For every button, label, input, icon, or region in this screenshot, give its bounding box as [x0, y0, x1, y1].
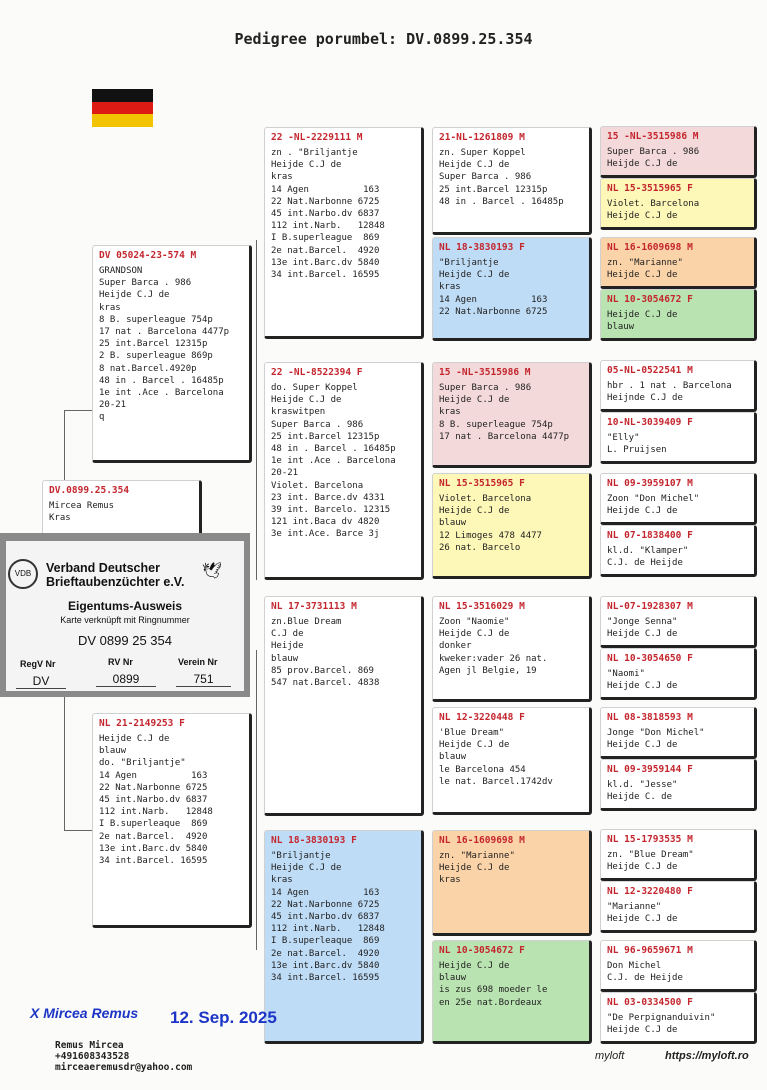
pigeon-details: Jonge "Don Michel" Heijde C.J de: [607, 728, 705, 751]
pigeon-icon: 🕊: [202, 563, 223, 580]
pigeon-card-g4-12[interactable]: [600, 759, 757, 811]
pigeon-card-mf[interactable]: [264, 596, 424, 816]
pigeon-card-g3-5[interactable]: [432, 596, 592, 702]
pigeon-card-g4-14[interactable]: [600, 881, 757, 933]
pigeon-details: Mircea Remus Kras: [49, 501, 115, 524]
regv-label: RegV Nr: [20, 659, 56, 669]
pigeon-details: Zoon "Naomie" Heijde C.J de donker kweker:vader 26 nat. Agen jl Belgie, 19: [439, 617, 548, 676]
ring-number: NL 15-3516029 M: [439, 601, 525, 612]
card-subtitle: Karte verknüpft mit Ringnummer: [60, 615, 190, 625]
german-flag-icon: [92, 89, 153, 127]
pigeon-card-g4-15[interactable]: [600, 940, 757, 992]
ring-number: NL 09-3959144 F: [607, 764, 693, 775]
pigeon-card-g4-8[interactable]: [600, 525, 757, 577]
rv-value: 0899: [96, 672, 156, 687]
ring-number: NL 21-2149253 F: [99, 718, 185, 729]
pigeon-details: Violet. Barcelona Heijde C.J de: [607, 199, 700, 222]
ownership-card-inner: [6, 541, 244, 691]
connector-line: [256, 240, 257, 580]
pigeon-details: Violet. Barcelona Heijde C.J de blauw 12 Limoges 478 4477 26 nat. Barcelo: [439, 494, 542, 553]
pigeon-details: "Briljantje Heijde C.J de kras 14 Agen 163 22 Nat.Narbonne 6725 45 int.Narbo.dv 6837 112 int.Narb. 12848 I B.superleaque 869 2e nat.Barcel. 4920 13e int.Barc.dv 5840 34 int.Barcel. 16595: [271, 851, 385, 984]
pigeon-details: zn. "Marianne" Heijde C.J de kras: [439, 851, 515, 886]
ring-number: 15 -NL-3515986 M: [607, 131, 699, 142]
pigeon-card-g3-8[interactable]: [432, 940, 592, 1044]
ring-number: 22 -NL-8522394 F: [271, 367, 363, 378]
ring-number: 05-NL-0522541 M: [607, 365, 693, 376]
pigeon-details: "Jonge Senna" Heijde C.J de: [607, 617, 678, 640]
pigeon-card-g3-6[interactable]: [432, 707, 592, 815]
pigeon-details: zn.Blue Dream C.J de Heijde blauw 85 prov.Barcel. 869 547 nat.Barcel. 4838: [271, 617, 380, 689]
ring-number: NL 10-3054672 F: [607, 294, 693, 305]
ring-number: 10-NL-3039409 F: [607, 417, 693, 428]
pigeon-card-g4-16[interactable]: [600, 992, 757, 1044]
pigeon-details: 'Blue Dream" Heijde C.J de blauw le Barcelona 454 le nat. Barcel.1742dv: [439, 728, 553, 787]
pigeon-details: zn. "Blue Dream" Heijde C.J de: [607, 850, 694, 873]
pigeon-card-g4-3[interactable]: [600, 237, 757, 289]
rv-label: RV Nr: [108, 657, 133, 667]
pigeon-card-g4-1[interactable]: [600, 126, 757, 178]
pigeon-details: zn . "Briljantje Heijde C.J de kras 14 Agen 163 22 Nat.Narbonne 6725 45 int.Narbo.dv 6837 112 int.Narb. 12848 I B.superleague 869 2e nat.Barcel. 4920 13e int.Barc.dv 5840 34 int.Barcel. 16595: [271, 148, 385, 281]
pigeon-card-main[interactable]: [42, 480, 202, 540]
ring-number: NL-07-1928307 M: [607, 601, 693, 612]
ring-number: NL 96-9659671 M: [607, 945, 693, 956]
ring-number: NL 18-3830193 F: [271, 835, 357, 846]
ring-number: NL 10-3054672 F: [439, 945, 525, 956]
pigeon-card-g4-5[interactable]: [600, 360, 757, 412]
pigeon-card-g3-7[interactable]: [432, 830, 592, 936]
ring-number: 22 -NL-2229111 M: [271, 132, 363, 143]
contact-phone: +491608343528: [55, 1051, 130, 1062]
pigeon-details: Super Barca . 986 Heijde C.J de kras 8 B. superleague 754p 17 nat . Barcelona 4477p: [439, 383, 570, 442]
pigeon-card-g4-13[interactable]: [600, 829, 757, 881]
ring-number: NL 15-1793535 M: [607, 834, 693, 845]
ring-number: NL 09-3959107 M: [607, 478, 693, 489]
ring-number: NL 07-1838400 F: [607, 530, 693, 541]
signature-name: X Mircea Remus: [30, 1005, 139, 1021]
pigeon-details: Heijde C.J de blauw do. "Briljantje" 14 Agen 163 22 Nat.Narbonne 6725 45 int.Narbo.dv 6837 112 int.Narb. 12848 I B.superleaque 869 2e nat.Barcel. 4920 13e int.Barc.dv 5840 34 int.Barcel. 16595: [99, 734, 213, 867]
signature-date: 12. Sep. 2025: [170, 1008, 277, 1027]
ring-number: NL 16-1609698 M: [439, 835, 525, 846]
pigeon-details: "Briljantje Heijde C.J de kras 14 Agen 163 22 Nat.Narbonne 6725: [439, 258, 548, 317]
ring-number: NL 10-3054650 F: [607, 653, 693, 664]
verein-value: 751: [176, 672, 231, 687]
pigeon-card-g3-1[interactable]: [432, 127, 592, 235]
verein-label: Verein Nr: [178, 657, 218, 667]
pigeon-card-ff[interactable]: [264, 127, 424, 339]
flag-stripe-red: [92, 102, 153, 115]
ring-number: DV 05024-23-574 M: [99, 250, 197, 261]
pigeon-card-g4-6[interactable]: [600, 412, 757, 464]
flag-stripe-gold: [92, 114, 153, 127]
pigeon-details: zn. Super Koppel Heijde C.J de Super Barca . 986 25 int.Barcel 12315p 48 in . Barcel . 16485p: [439, 148, 564, 207]
ring-number: NL 18-3830193 F: [439, 242, 525, 253]
pigeon-card-g3-2[interactable]: [432, 237, 592, 341]
pigeon-card-g4-11[interactable]: [600, 707, 757, 759]
pigeon-details: kl.d. "Jesse" Heijde C. de: [607, 780, 678, 803]
pigeon-details: "Naomi" Heijde C.J de: [607, 669, 678, 692]
myloft-brand: myloft: [595, 1050, 625, 1062]
ring-number: NL 08-3818593 M: [607, 712, 693, 723]
pigeon-card-father[interactable]: [92, 245, 252, 463]
ring-number: NL 16-1609698 M: [607, 242, 693, 253]
pigeon-card-g4-7[interactable]: [600, 473, 757, 525]
pigeon-details: Zoon "Don Michel" Heijde C.J de: [607, 494, 700, 517]
ring-number: NL 15-3515965 F: [607, 183, 693, 194]
card-ring-number: DV 0899 25 354: [78, 633, 172, 648]
pigeon-details: GRANDSON Super Barca . 986 Heijde C.J de kras 8 B. superleague 754p 17 nat . Barcelona 4477p 25 int.Barcel 12315p 2 B. superleague 869p 8 nat.Barcel.4920p 48 in . Barcel . 16485p 1e int .Ace . Barcelona 20-21 q: [99, 266, 230, 423]
flag-stripe-black: [92, 89, 153, 102]
pigeon-details: Heijde C.J de blauw is zus 698 moeder le en 25e nat.Bordeaux: [439, 961, 548, 1008]
connector-line: [64, 410, 92, 411]
organization-name: Verband Deutscher Brieftaubenzüchter e.V.: [46, 561, 185, 589]
pigeon-card-g4-4[interactable]: [600, 289, 757, 341]
pigeon-details: "De Perpignanduivin" Heijde C.J de: [607, 1013, 716, 1036]
pigeon-card-fm[interactable]: [264, 362, 424, 580]
pigeon-details: Don Michel C.J. de Heijde: [607, 961, 683, 984]
ring-number: NL 17-3731113 M: [271, 601, 357, 612]
pigeon-details: Super Barca . 986 Heijde C.J de: [607, 147, 700, 170]
pigeon-details: zn. "Marianne" Heijde C.J de: [607, 258, 683, 281]
card-title: Eigentums-Ausweis: [67, 599, 183, 613]
pigeon-details: hbr . 1 nat . Barcelona Heijnde C.J de: [607, 381, 732, 404]
contact-name: Remus Mircea: [55, 1040, 124, 1051]
pigeon-card-g3-4[interactable]: [432, 473, 592, 579]
pigeon-card-mm[interactable]: [264, 830, 424, 1044]
ring-number: NL 12-3220480 F: [607, 886, 693, 897]
pigeon-details: do. Super Koppel Heijde C.J de kraswitpen Super Barca . 986 25 int.Barcel 12315p 48 in . Barcel . 16485p 1e int .Ace . Barcelona 20-21 Violet. Barcelona 23 int. Barce.dv 4331 39 int. Barcelo. 12315 121 int.Baca dv 4820 3e int.Ace. Barce 3j: [271, 383, 396, 540]
pigeon-details: "Elly" L. Pruijsen: [607, 433, 667, 456]
contact-info: [55, 1040, 192, 1073]
pigeon-card-g4-10[interactable]: [600, 648, 757, 700]
ring-number: NL 12-3220448 F: [439, 712, 525, 723]
pigeon-card-g4-2[interactable]: [600, 178, 757, 230]
pigeon-card-g3-3[interactable]: [432, 362, 592, 468]
pigeon-details: kl.d. "Klamper" C.J. de Heijde: [607, 546, 689, 569]
connector-line: [64, 830, 92, 831]
ring-number: 15 -NL-3515986 M: [439, 367, 531, 378]
myloft-link[interactable]: https://myloft.ro: [665, 1050, 749, 1062]
contact-email: mirceaeremusdr@yahoo.com: [55, 1062, 193, 1073]
ring-number: 21-NL-1261809 M: [439, 132, 525, 143]
ring-number: DV.0899.25.354: [49, 485, 130, 496]
vdbz-logo-icon: VDB: [8, 559, 38, 589]
ownership-card: [0, 533, 250, 697]
pigeon-card-mother[interactable]: [92, 713, 252, 928]
ring-number: NL 15-3515965 F: [439, 478, 525, 489]
pigeon-card-g4-9[interactable]: [600, 596, 757, 648]
ring-number: NL 03-0334500 F: [607, 997, 693, 1008]
page-title: Pedigree porumbel: DV.0899.25.354: [234, 30, 533, 48]
pigeon-details: "Marianne" Heijde C.J de: [607, 902, 678, 925]
connector-line: [256, 650, 257, 950]
pigeon-details: Heijde C.J de blauw: [607, 310, 678, 333]
regv-value: DV: [16, 674, 66, 689]
